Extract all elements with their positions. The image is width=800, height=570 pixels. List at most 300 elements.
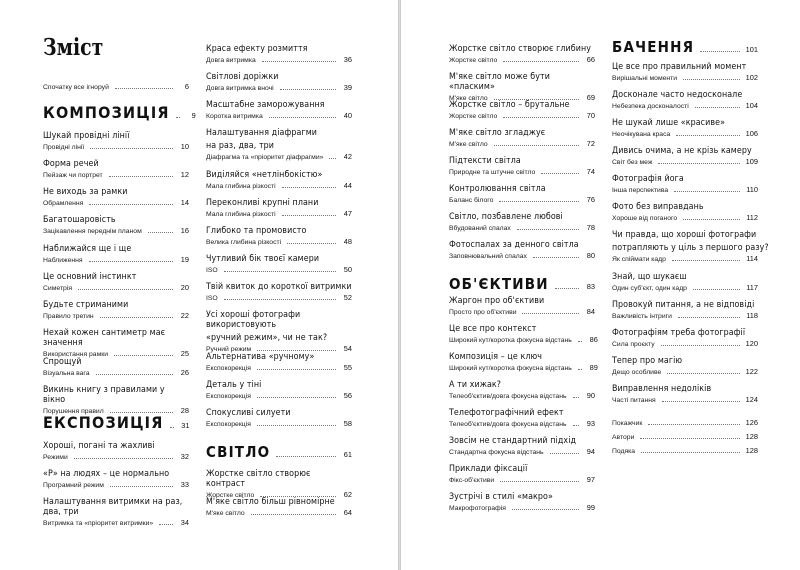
page-number: 117 [746,283,758,292]
toc-entry-title: Глибоко та промовисто [206,226,307,236]
toc-entry-subtitle: Жорстке світло [449,113,498,120]
toc-entry-title: Фото без виправдань [612,202,704,212]
toc-entry-title: Нехай кожен сантиметр має значення [43,328,166,348]
toc-entry [612,432,758,441]
toc-entry [43,131,189,151]
page-number: 128 [745,432,758,441]
dot-leader [512,509,579,510]
toc-entry [449,324,598,344]
toc-entry-title: Не шукай лише «красиве» [612,118,726,128]
toc-entry [43,159,189,179]
dot-leader [78,289,173,290]
dot-leader [662,401,740,402]
toc-entry [612,62,758,82]
toc-entry [206,469,352,499]
page-number: 70 [586,111,595,120]
toc-entry-title: Жаргон про об'єктиви [449,296,545,306]
toc-entry [449,156,595,176]
toc-entry-subtitle: Небезпека досконалості [612,103,689,110]
toc-entry [449,408,595,428]
page-number: 94 [586,447,595,456]
toc-entry-title: Телефотографічний ефект [449,408,564,418]
toc-entry-subtitle: Вирішальні моменти [612,75,678,82]
toc-entry [206,254,352,274]
page-number: 97 [586,475,595,484]
dot-leader [648,424,739,425]
dot-leader [683,79,740,80]
toc-entry [449,128,595,148]
section-title: ОБ'ЄКТИВИ [449,275,549,293]
dot-leader [148,232,173,233]
toc-entry-title: Масштабне заморожування [206,100,325,110]
toc-entry [43,244,189,264]
toc-entry-subtitle: ISO [206,267,218,274]
toc-entry [449,184,595,204]
toc-entry [612,230,769,263]
toc-entry [612,418,758,427]
page-number: 106 [745,129,758,138]
page-number: 101 [745,45,758,54]
toc-entry [43,328,189,358]
page-number: 32 [180,452,189,461]
toc-entry-subtitle: Обрамлення [43,200,84,207]
toc-entry-title: Наближайся ще і ще [43,244,132,254]
dot-leader [251,514,336,515]
toc-entry [612,356,758,376]
page-number: 54 [343,344,352,353]
dot-leader [541,173,579,174]
toc-entry [449,436,595,456]
toc-entry [43,357,189,377]
dot-leader [678,317,740,318]
toc-entry-title: М'яке світло згладжує [449,128,546,138]
toc-entry [612,90,758,110]
dot-leader [640,438,739,439]
page-number: 104 [745,101,758,110]
toc-column-4 [612,0,769,570]
page-number: 78 [586,223,595,232]
dot-leader [499,201,579,202]
page-number: 16 [180,226,189,235]
page-number: 62 [343,490,352,499]
dot-leader [494,145,579,146]
toc-entry-title: Жорстке світло створює глибину [449,44,592,54]
dot-leader [517,229,579,230]
toc-entry [612,446,758,455]
toc-entry-title: Краса ефекту розмиття [206,44,308,54]
page-number: 39 [343,83,352,92]
dot-leader [522,313,579,314]
toc-entry-title: Налаштування діафрагми [206,128,318,138]
toc-entry-subtitle: Пейзаж чи портрет [43,172,103,179]
dot-leader [282,215,336,216]
toc-entry-subtitle: Використання рамки [43,351,109,358]
page-number: 64 [343,508,352,517]
page-number: 25 [180,349,189,358]
toc-entry-title: Жорстке світло – брутальне [449,100,570,110]
page-number: 99 [586,503,595,512]
dot-leader [269,117,336,118]
toc-entry [612,272,758,292]
dot-leader [89,204,173,205]
page-number: 112 [746,213,758,222]
toc-entry-subtitle: Як спіймати кадр [612,256,666,263]
toc-entry-subtitle: Зацікавлення переднім планом [43,228,142,235]
toc-entry [206,128,352,161]
toc-entry [206,72,352,92]
dot-leader [700,51,739,52]
toc-section-heading [449,275,595,293]
toc-entry [43,300,189,320]
toc-entry [43,82,189,91]
page-number: 34 [180,518,189,527]
toc-entry-title: Знай, що шукаєш [612,272,687,282]
toc-entry-title: Тепер про магію [612,356,683,366]
page-number: 31 [181,421,190,430]
toc-entry [449,100,595,120]
toc-entry-subtitle: Довга витримка вночі [206,85,274,92]
toc-entry [612,300,758,320]
toc-entry-title: Не виходь за рамки [43,187,128,197]
toc-entry-title: А ти хижак? [449,380,502,390]
page-number: 10 [180,142,189,151]
toc-entry [206,282,352,302]
section-title: СВІТЛО [206,443,271,461]
toc-entry-title: Альтернатива «ручному» [206,352,315,362]
toc-entry-subtitle: Експокорекція [206,365,251,372]
toc-entry-title: Чи правда, що хороші фотографи [612,230,757,240]
page-number: 84 [586,307,595,316]
dot-leader [555,288,579,289]
toc-entry-title: Шукай провідні лінії [43,131,130,141]
toc-entry-subtitle: Світ без меж [612,159,653,166]
dot-leader [170,427,174,428]
toc-entry-subtitle: Симетрія [43,285,73,292]
toc-entry-title: Композиція – це ключ [449,352,543,362]
toc-entry-subtitle: Мала глибина різкості [206,183,276,190]
toc-entry [206,352,352,372]
toc-entry [206,497,352,517]
toc-entry-title: Фотографія йога [612,174,684,184]
toc-entry-subtitle: Довга витримка [206,57,256,64]
toc-entry-subtitle: Природне та штучне світло [449,169,536,176]
dot-leader [257,369,336,370]
toc-entry-subtitle: Жорстке світло [206,492,255,499]
page-number: 102 [745,73,758,82]
toc-entry-title: Виділяйся «нетлінбокістю» [206,170,323,180]
page-number: 12 [180,170,189,179]
dot-leader [262,61,336,62]
toc-entry-title: Фотоспалах за денного світла [449,240,579,250]
page-number: 110 [746,185,758,194]
page-number: 55 [343,363,352,372]
toc-entry [449,492,595,512]
toc-entry-title: Багатошаровість [43,215,116,225]
dot-leader [257,425,336,426]
dot-leader [641,452,740,453]
toc-entry-title: Твій квиток до короткої витримки [206,282,352,292]
toc-entry-subtitle: Стандартна фокусна відстань [449,449,544,456]
page-number: 52 [343,293,352,302]
toc-entry-title: Форма речей [43,159,99,169]
page-number: 109 [745,157,758,166]
toc-section-heading [43,103,196,122]
dot-leader [287,243,336,244]
page-number: 36 [343,55,352,64]
toc-entry-subtitle: Порушення правил [43,408,104,415]
page-number: 89 [589,363,598,372]
toc-entry-subtitle: Жорстке світло [449,57,498,64]
dot-leader [533,257,579,258]
dot-leader [683,219,740,220]
toc-entry-title: Подяка [612,448,636,455]
toc-entry-subtitle: Телеоб'єктив/довга фокусна відстань [449,421,567,428]
toc-entry-subtitle: Макрофотографія [449,505,506,512]
toc-entry [206,380,352,400]
toc-entry-title: Провокуй питання, а не відповіді [612,300,755,310]
toc-entry-subtitle: Телеоб'єктив/довга фокусна відстань [449,393,567,400]
toc-entry-subtitle: М'яке світло [449,95,488,102]
toc-section-heading [206,443,352,461]
toc-entry-title: Хороші, погані та жахливі [43,441,155,451]
section-title: БАЧЕННЯ [612,38,695,56]
page-number: 28 [180,406,189,415]
page-number: 120 [745,339,758,348]
toc-entry-subtitle: Велика глибина різкості [206,239,282,246]
page-number: 56 [343,391,352,400]
toc-entry-title: Світлові доріжки [206,72,279,82]
toc-entry-subtitle: Неочікувана краса [612,131,671,138]
toc-entry-subtitle: Наближення [43,257,83,264]
toc-entry-title: Підтексти світла [449,156,521,166]
toc-column-3 [449,0,598,570]
toc-entry-title: Покажчик [612,420,643,427]
page-number: 114 [746,254,758,263]
toc-entry [449,240,595,260]
toc-entry [206,310,352,353]
toc-entry-subtitle: Один суб'єкт, один кадр [612,285,687,292]
dot-leader [109,176,173,177]
page-number: 58 [343,419,352,428]
toc-entry-subtitle: Баланс білого [449,197,494,204]
toc-entry [206,226,352,246]
toc-entry-title-cont: потрапляють у ціль з першого разу? [612,243,769,253]
page-number: 14 [180,198,189,207]
toc-entry [612,118,758,138]
dot-leader [573,397,580,398]
toc-entry [43,272,189,292]
page-number: 44 [343,181,352,190]
page-number: 50 [343,265,352,274]
toc-column-1 [43,0,196,570]
toc-entry-subtitle: Просто про об'єктиви [449,309,517,316]
page-number: 6 [184,82,189,91]
toc-column-2 [206,0,352,570]
toc-entry-subtitle: Коротка витримка [206,113,263,120]
toc-entry-title: Приклади фіксації [449,464,528,474]
toc-entry-subtitle: Важливість інтриги [612,313,672,320]
toc-entry-subtitle: Експокорекція [206,421,251,428]
page-number: 20 [180,283,189,292]
section-title: ЕКСПОЗИЦІЯ [43,413,164,432]
dot-leader [573,425,580,426]
page-number: 74 [586,167,595,176]
toc-entry-title: Викинь книгу з правилами у вікно [43,385,165,405]
page-number: 93 [586,419,595,428]
page-number: 90 [586,391,595,400]
toc-entry-subtitle: Сила проєкту [612,341,655,348]
dot-leader [115,88,173,89]
page-number: 80 [586,251,595,260]
toc-entry [43,215,189,235]
dot-leader [674,191,740,192]
toc-entry [449,352,598,372]
page-number: 72 [586,139,595,148]
toc-entry [43,187,189,207]
toc-entry-title: Це основний інстинкт [43,272,137,282]
toc-entry [612,384,758,404]
toc-entry-subtitle: Витримка та «пріоритет витримки» [43,520,154,527]
page-number: 26 [180,368,189,377]
page-number: 33 [180,480,189,489]
toc-entry-title: Будьте стриманими [43,300,129,310]
toc-entry-title: Це все про правильний момент [612,62,747,72]
page-number: 126 [745,418,758,427]
dot-leader [578,341,582,342]
page-number: 19 [180,255,189,264]
toc-entry-title: Світло, позбавлене любові [449,212,563,222]
dot-leader [74,458,173,459]
toc-entry-subtitle: Часті питання [612,397,656,404]
dot-leader [672,260,740,261]
page-number: 61 [343,450,352,459]
dot-leader [658,163,739,164]
page-number: 47 [343,209,352,218]
toc-entry-subtitle: Мала глибина різкості [206,211,276,218]
toc-entry-subtitle: Дещо особливе [612,369,662,376]
toc-entry-title: Усі хороші фотографи використовують [206,310,301,330]
toc-entry [612,146,758,166]
dot-leader [667,373,739,374]
toc-entry-title: Налаштування витримки на раз, два, три [43,497,183,517]
dot-leader [282,187,336,188]
toc-entry [449,44,595,64]
page-number: 9 [191,111,196,120]
dot-leader [578,369,582,370]
toc-entry-subtitle: Провідні лінії [43,144,85,151]
toc-entry-subtitle: Візуальна вага [43,370,90,377]
toc-entry-title: «P» на людях – це нормально [43,469,170,479]
dot-leader [100,317,173,318]
dot-leader [89,261,173,262]
toc-entry-subtitle: Правило третин [43,313,94,320]
toc-entry-title: М'яке світло більш рівномірне [206,497,335,507]
toc-entry [449,72,595,102]
toc-entry [206,170,352,190]
toc-entry-title: Зустрічі в стилі «макро» [449,492,553,502]
dot-leader [96,374,173,375]
page-number: 128 [745,446,758,455]
toc-section-heading [43,413,189,432]
toc-entry-title: Спрощуй [43,357,82,367]
toc-entry-subtitle: Програмний режим [43,482,104,489]
dot-leader [676,135,739,136]
dot-leader [110,486,173,487]
dot-leader [114,355,173,356]
toc-entry-title-cont: на раз, два, три [206,141,275,151]
page-number: 22 [180,311,189,320]
toc-entry-subtitle: Хороше від поганого [612,215,678,222]
toc-entry-title: Спокусливі силуети [206,408,291,418]
dot-leader [693,289,740,290]
dot-leader [159,524,173,525]
toc-entry [206,100,352,120]
toc-entry-title: Спочатку все ігноруй [43,84,109,91]
toc-entry-title: Переконливі крупні плани [206,198,319,208]
toc-entry-title: Контролювання світла [449,184,546,194]
toc-entry-title: Виправлення недоліків [612,384,712,394]
toc-section-heading [612,38,758,56]
toc-entry-title: Фотографіям треба фотографії [612,328,746,338]
toc-entry [206,44,352,64]
toc-entry-subtitle: Широкий кут/коротка фокусна відстань [449,365,572,372]
toc-entry-title: Зовсім не стандартний підхід [449,436,577,446]
dot-leader [224,299,336,300]
toc-entry-title: Це все про контекст [449,324,537,334]
dot-leader [90,148,173,149]
toc-entry [43,385,189,415]
toc-entry [449,464,595,484]
dot-leader [503,117,579,118]
toc-entry [449,380,595,400]
page-title: Зміст [43,34,104,61]
toc-entry-title: М'яке світло може бути «пласким» [449,72,551,92]
toc-entry-subtitle: Режими [43,454,68,461]
toc-entry-subtitle: Діафрагма та «пріоритет діафрагми» [206,154,324,161]
toc-entry [206,198,352,218]
toc-entry-subtitle: Ручний режим [206,346,252,353]
toc-entry [206,408,352,428]
toc-entry [43,441,189,461]
toc-entry-title-cont: «ручний режим», чи не так? [206,333,328,343]
toc-entry-subtitle: Інша перспектива [612,187,669,194]
page-number: 83 [586,282,595,291]
page-number: 69 [586,93,595,102]
page-number: 86 [589,335,598,344]
toc-entry-title: Чутливий бік твоєї камери [206,254,320,264]
page-number: 40 [343,111,352,120]
section-title: КОМПОЗИЦІЯ [43,103,170,122]
dot-leader [503,61,579,62]
toc-entry-title: Жорстке світло створює контраст [206,469,311,489]
page-number: 122 [745,367,758,376]
toc-entry-title: Автори [612,434,635,441]
dot-leader [257,397,336,398]
page-number: 76 [586,195,595,204]
dot-leader [500,481,579,482]
toc-entry-subtitle: Фікс-об'єктиви [449,477,495,484]
page-number: 48 [343,237,352,246]
dot-leader [695,107,740,108]
page-number: 118 [746,311,758,320]
page-number: 66 [586,55,595,64]
toc-entry-subtitle: Заповнювальний спалах [449,253,527,260]
page-number: 42 [343,152,352,161]
dot-leader [257,350,336,351]
dot-leader [329,158,336,159]
toc-entry [612,328,758,348]
toc-entry [612,202,758,222]
